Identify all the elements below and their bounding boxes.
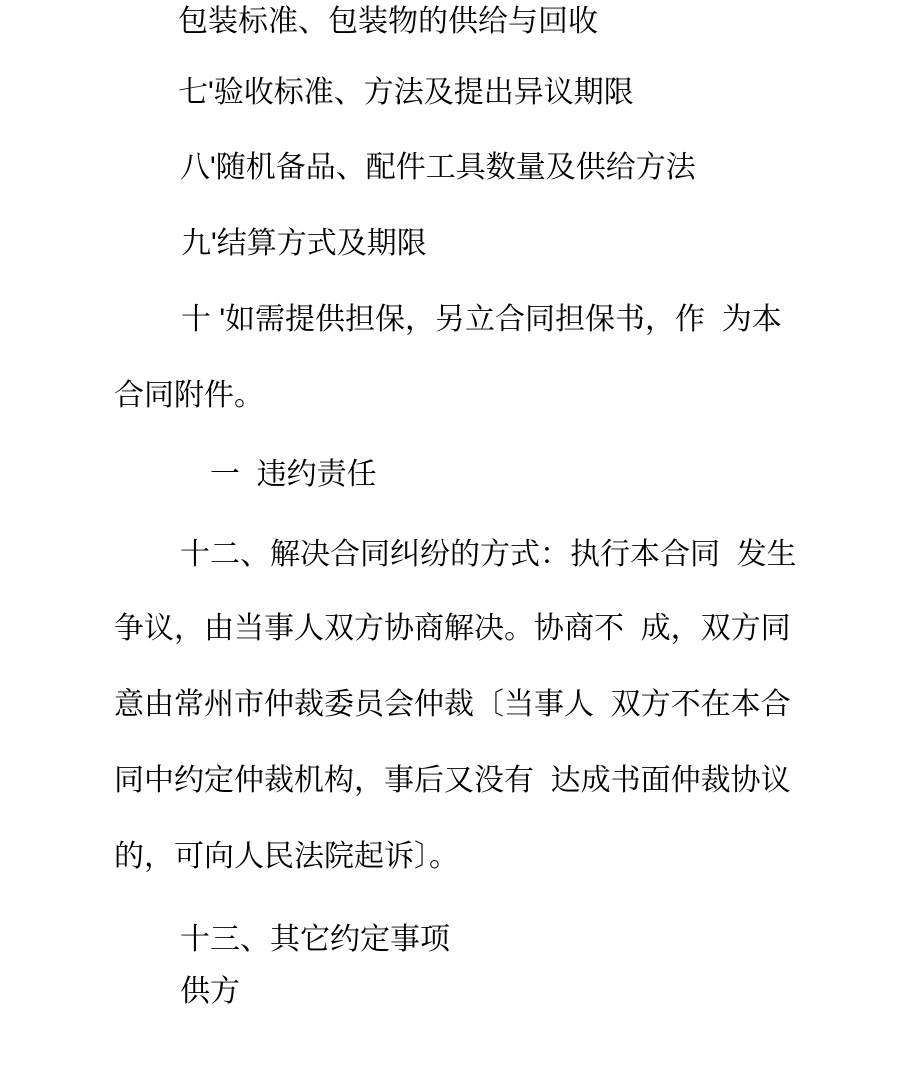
text-line: 十三、其它约定事项 [180, 923, 450, 956]
text-line: 十二、解决合同纠纷的方式：执行本合同 发生 [180, 538, 797, 571]
text-line: 的，可向人民法院起诉〕。 [114, 840, 459, 873]
text-line: 同中约定仲裁机构，事后又没有 达成书面仲裁协议 [114, 764, 791, 797]
text-line: 争议，由当事人双方协商解决。协商不 成，双方同 [114, 612, 791, 645]
text-line: 包装标准、包装物的供给与回收 [178, 5, 598, 38]
text-line: 供方 [180, 975, 240, 1008]
text-line: 一 违约责任 [210, 458, 377, 491]
text-line: 合同附件。 [114, 379, 264, 412]
text-line: 八'随机备品、配件工具数量及供给方法 [180, 151, 696, 184]
text-line: 七'验收标准、方法及提出异议期限 [178, 76, 634, 109]
text-line: 九'结算方式及期限 [181, 227, 427, 260]
text-line: 意由常州市仲裁委员会仲裁〔当事人 双方不在本合 [114, 688, 791, 721]
text-line: 十 '如需提供担保，另立合同担保书，作 为本 [181, 303, 782, 336]
